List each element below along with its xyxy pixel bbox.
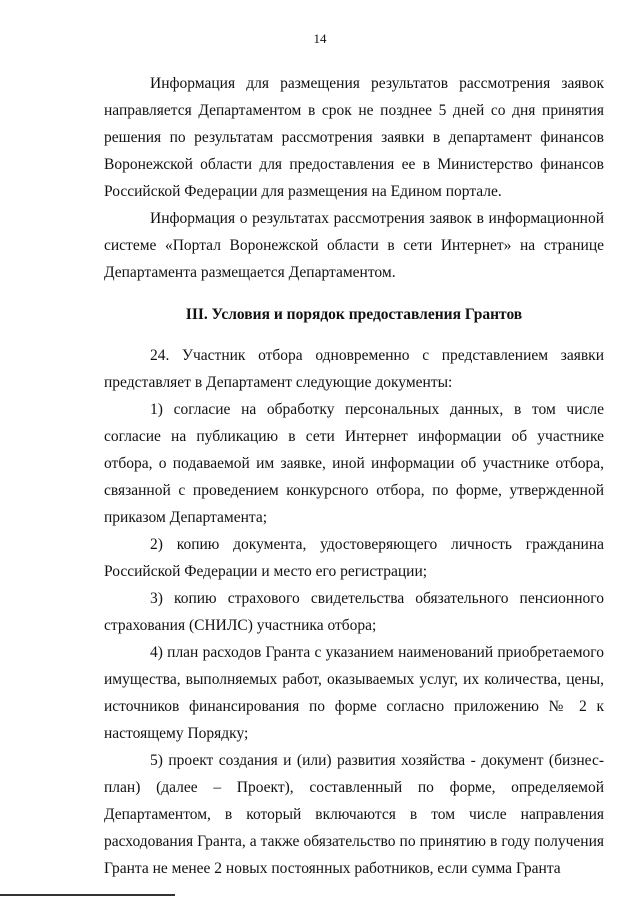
bottom-scan-line — [0, 894, 175, 896]
list-item-2: 2) копию документа, удостоверяющего личность гражданина Российской Федерации и место его регистрации; — [104, 536, 604, 580]
paragraph-item-24: 24. Участник отбора одновременно с представлением заявки представляет в Департамент следующие документы: — [104, 347, 604, 391]
list-item-3: 3) копию страхового свидетельства обязательного пенсионного страхования (СНИЛС) участника отбора; — [104, 590, 604, 634]
page-number: 14 — [313, 31, 327, 46]
paragraph-results-portal: Информация о результатах рассмотрения заявок в информационной системе «Портал Воронежской области в сети Интернет» на странице Департамента размещается Департаментом. — [104, 210, 604, 281]
paragraph-results-placement: Информация для размещения результатов рассмотрения заявок направляется Департаментом в срок не позднее 5 дней со дня принятия решения по результатам рассмотрения заявки в департамент финансов Воронежской области для предоставления ее в Министерство финансов Российской Федерации для размещения на Едином портале. — [104, 75, 604, 200]
list-item-5: 5) проект создания и (или) развития хозяйства - документ (бизнес-план) (далее – Проект), составленный по форме, определяемой Департаментом, в который включаются в том числе направления расходования Гранта, а также обязательство по принятию в году получения Гранта не менее 2 новых постоянных работников, если сумма Гранта — [104, 752, 604, 877]
section-heading: III. Условия и порядок предоставления Грантов — [185, 306, 523, 323]
document-body — [104, 70, 604, 882]
list-item-1: 1) согласие на обработку персональных данных, в том числе согласие на публикацию в сети Интернет информации об участнике отбора, о подаваемой им заявке, иной информации об участнике отбора, связанной с проведением конкурсного отбора, по форме, утвержденной приказом Департамента; — [104, 401, 604, 526]
list-item-4: 4) план расходов Гранта с указанием наименований приобретаемого имущества, выполняемых работ, оказываемых услуг, их количества, цены, источников финансирования по форме согласно приложению № 2 к настоящему Порядку; — [104, 644, 604, 742]
